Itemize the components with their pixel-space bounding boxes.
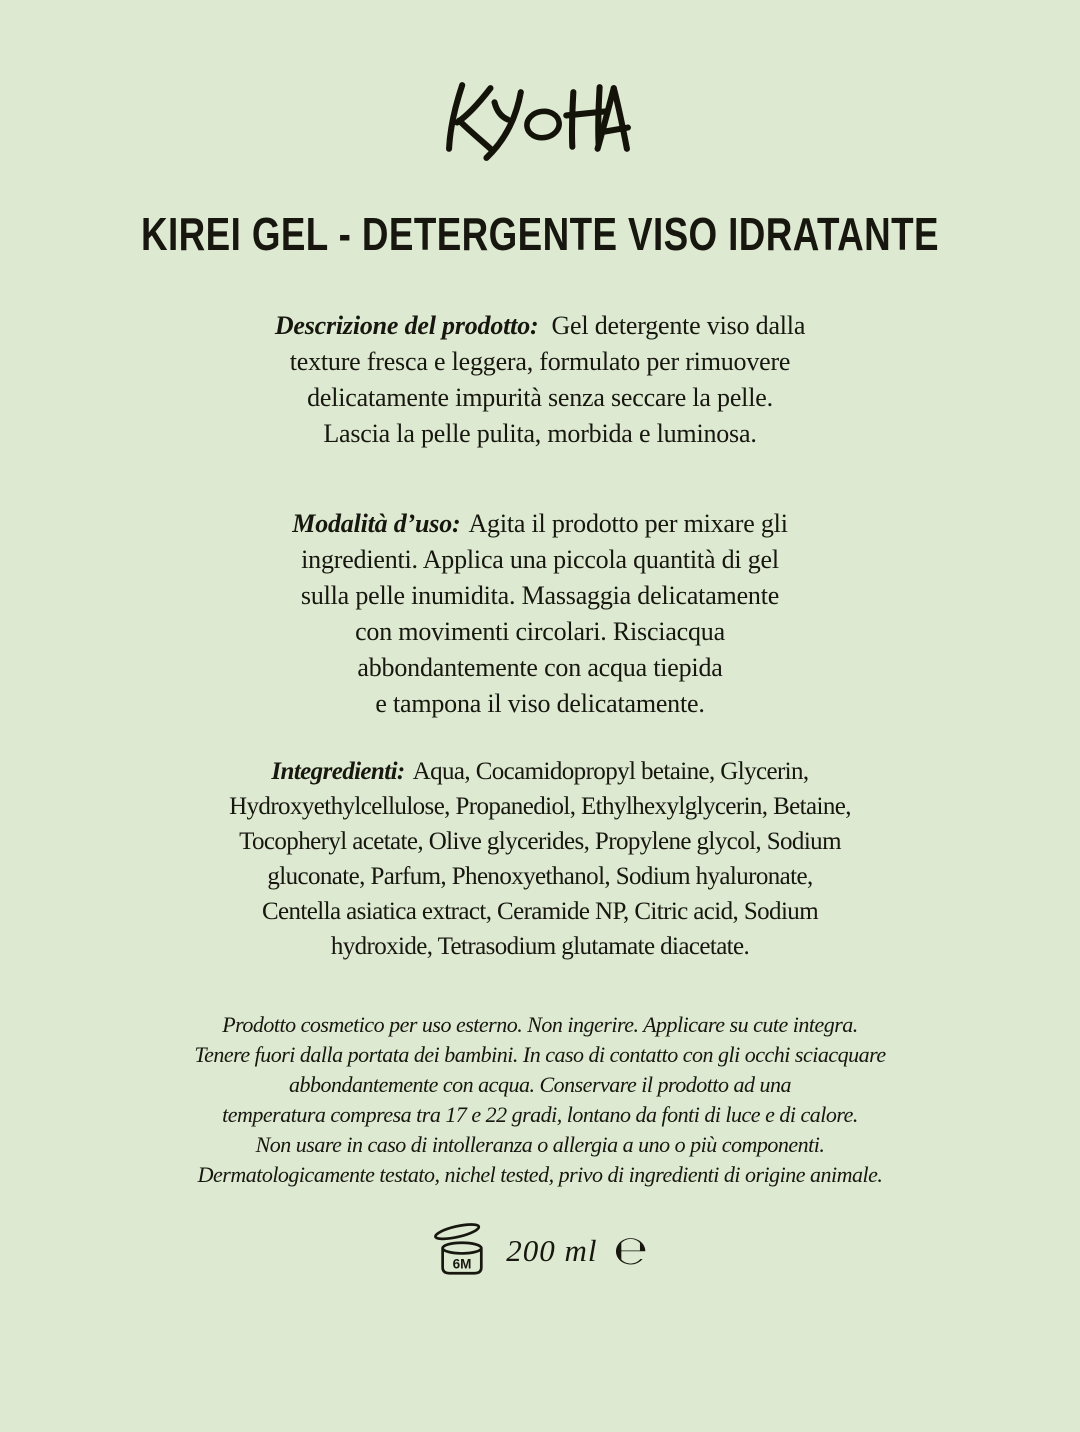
warnings-line: temperatura compresa tra 17 e 22 gradi, lontano da fonti di luce e di calore. [222, 1102, 858, 1127]
description-line: texture fresca e leggera, formulato per rimuovere [289, 347, 791, 376]
warnings-line: Prodotto cosmetico per uso esterno. Non ingerire. Applicare su cute integra. [222, 1012, 858, 1037]
ingredients-line: Hydroxyethylcellulose, Propanediol, Ethylhexylglycerin, Betaine, [229, 793, 851, 820]
usage-line: con movimenti circolari. Risciacqua [355, 617, 725, 646]
warnings-line: Non usare in caso di intolleranza o allergia a uno o più componenti. [255, 1132, 825, 1157]
usage-line: e tampona il viso delicatamente. [375, 689, 705, 718]
usage-text: Agita il prodotto per mixare gli [468, 509, 788, 538]
ingredients-line: hydroxide, Tetrasodium glutamate diacetate. [330, 933, 750, 960]
ingredients-paragraph [0, 754, 1080, 964]
product-title: KIREI GEL - DETERGENTE VISO IDRATANTE [141, 208, 939, 260]
brand-logo [0, 82, 1080, 166]
volume-text: 200 ml [506, 1233, 598, 1268]
ingredients-line: gluconate, Parfum, Phenoxyethanol, Sodium hyaluronate, [267, 863, 813, 890]
usage-paragraph [0, 506, 1080, 722]
brand-logo-text [636, 82, 637, 83]
warnings-line: Tenere fuori dalla portata dei bambini. In caso di contatto con gli occhi sciacquare [194, 1042, 886, 1067]
brand-logo-lettering-icon [444, 82, 636, 161]
usage-line: sulla pelle inumidita. Massaggia delicatamente [300, 581, 780, 610]
pao-open-jar-icon [432, 1220, 490, 1282]
description-line [0, 308, 1080, 344]
ingredients-label: Integredienti: [271, 758, 405, 785]
estimated-sign: ℮ [613, 1228, 648, 1274]
warnings-line: abbondantemente con acqua. Conservare il prodotto ad una [289, 1072, 791, 1097]
footer-row [0, 1220, 1080, 1282]
warnings-line: Dermatologicamente testato, nichel tested, privo di ingredienti di origine animale. [197, 1162, 883, 1187]
description-label: Descrizione del prodotto: [274, 311, 539, 340]
product-label [0, 82, 1080, 1282]
ingredients-line [0, 754, 1080, 789]
description-line: delicatamente impurità senza seccare la pelle. [307, 383, 773, 412]
usage-line [0, 506, 1080, 542]
usage-label: Modalità d’uso: [292, 509, 461, 538]
usage-line: ingredienti. Applica una piccola quantità di gel [301, 545, 779, 574]
description-line: Lascia la pelle pulita, morbida e luminosa. [323, 419, 757, 448]
description-text: Gel detergente viso dalla [551, 311, 806, 340]
ingredients-line: Tocopheryl acetate, Olive glycerides, Propylene glycol, Sodium [239, 828, 841, 855]
warnings-paragraph [0, 1010, 1080, 1190]
usage-line: abbondantemente con acqua tiepida [357, 653, 723, 682]
ingredients-line: Centella asiatica extract, Ceramide NP, Citric acid, Sodium [261, 898, 819, 925]
pao-months-label: 6M [452, 1256, 472, 1272]
description-paragraph [0, 308, 1080, 452]
ingredients-text: Aqua, Cocamidopropyl betaine, Glycerin, [412, 758, 809, 785]
